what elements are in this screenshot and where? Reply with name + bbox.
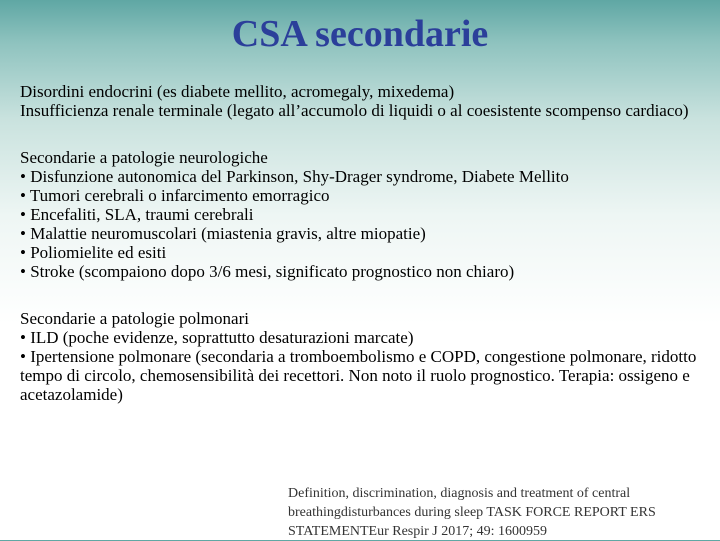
neurological-item: • Encefaliti, SLA, traumi cerebrali — [20, 205, 254, 224]
endocrine-line: Disordini endocrini (es diabete mellito, acromegaly, mixedema) — [20, 82, 455, 101]
neurological-item: • Disfunzione autonomica del Parkinson, Shy-Drager syndrome, Diabete Mellito — [20, 167, 569, 186]
pulmonary-section — [20, 309, 710, 404]
slide-body — [20, 82, 710, 404]
citation-reference: Definition, discrimination, diagnosis and treatment of central breathingdisturbances during sleep TASK FORCE REPORT ERS STATEMENTEur Respir J 2017; 49: 1600959 — [288, 486, 656, 539]
pulmonary-heading: Secondarie a patologie polmonari — [20, 309, 249, 328]
neurological-item: • Poliomielite ed esiti — [20, 243, 167, 262]
neurological-heading: Secondarie a patologie neurologiche — [20, 148, 268, 167]
renal-line: Insufficienza renale terminale (legato all’accumolo di liquidi o al coesistente scompenso cardiaco) — [20, 101, 689, 120]
pulmonary-item: • Ipertensione polmonare (secondaria a tromboembolismo e COPD, congestione polmonare, ridotto tempo di circolo, chemosensibilità dei recettori. Non noto il ruolo prognostico. Terapia: ossigeno e acetazolamide) — [20, 347, 697, 404]
neurological-item: • Tumori cerebrali o infarcimento emorragico — [20, 186, 330, 205]
spacer — [20, 120, 710, 148]
neurological-item: • Malattie neuromuscolari (miastenia gravis, altre miopatie) — [20, 224, 426, 243]
spacer — [20, 281, 710, 309]
slide-title: CSA secondarie — [231, 13, 489, 55]
pulmonary-item: • ILD (poche evidenze, soprattutto desaturazioni marcate) — [20, 328, 414, 347]
endocrine-renal-section — [20, 82, 710, 120]
neurological-item: • Stroke (scompaiono dopo 3/6 mesi, significato prognostico non chiaro) — [20, 262, 515, 281]
neurological-section — [20, 148, 710, 281]
